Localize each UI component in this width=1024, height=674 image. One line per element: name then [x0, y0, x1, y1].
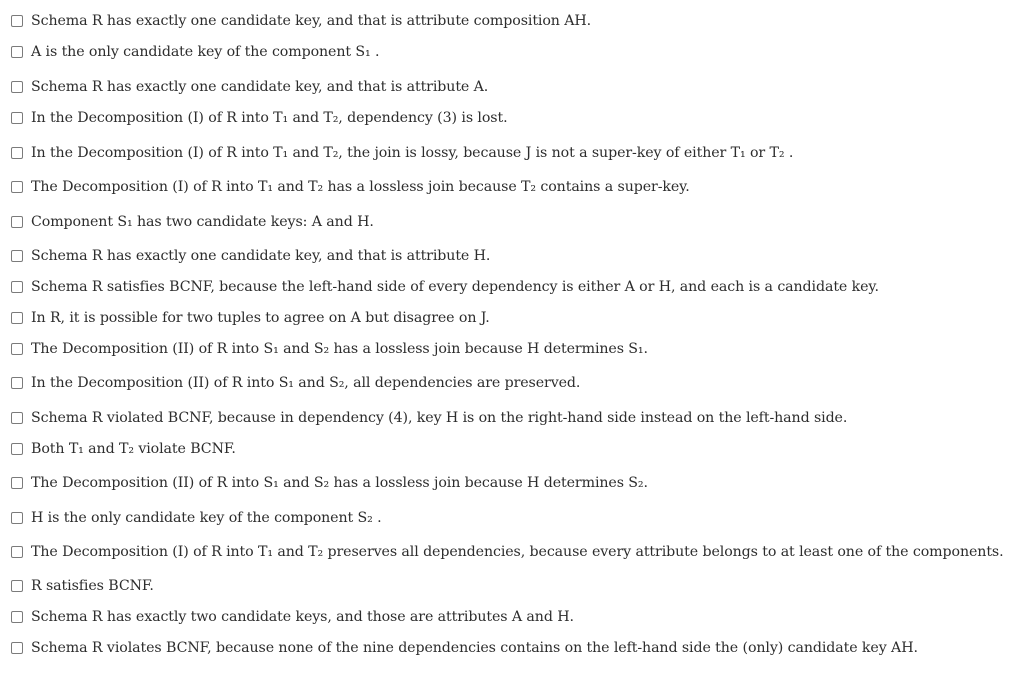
option-label: The Decomposition (II) of R into S₁ and S₂ has a lossless join because H determines S₂. [31, 475, 648, 491]
option-6[interactable] [11, 175, 690, 199]
option-label: In the Decomposition (II) of R into S₁ and S₂, all dependencies are preserved. [31, 375, 581, 391]
checkbox[interactable] [11, 580, 23, 592]
checkbox[interactable] [11, 412, 23, 424]
checkbox[interactable] [11, 181, 23, 193]
option-label: In R, it is possible for two tuples to agree on A but disagree on J. [31, 310, 490, 326]
option-18[interactable] [11, 574, 154, 598]
option-8[interactable] [11, 244, 490, 268]
option-19[interactable] [11, 605, 574, 629]
option-label: Schema R satisfies BCNF, because the left-hand side of every dependency is either A or H, and each is a candidate key. [31, 279, 879, 295]
option-label: Schema R has exactly two candidate keys, and those are attributes A and H. [31, 609, 574, 625]
checkbox[interactable] [11, 642, 23, 654]
option-15[interactable] [11, 471, 648, 495]
checkbox[interactable] [11, 343, 23, 355]
option-20[interactable] [11, 636, 918, 660]
option-1[interactable] [11, 9, 591, 33]
checkbox[interactable] [11, 281, 23, 293]
option-label: H is the only candidate key of the component S₂ . [31, 510, 382, 526]
checkbox[interactable] [11, 81, 23, 93]
checkbox[interactable] [11, 147, 23, 159]
option-2[interactable] [11, 40, 379, 64]
checkbox[interactable] [11, 46, 23, 58]
option-label: The Decomposition (I) of R into T₁ and T₂ has a lossless join because T₂ contains a super-key. [31, 179, 690, 195]
option-16[interactable] [11, 506, 382, 530]
option-label: Both T₁ and T₂ violate BCNF. [31, 441, 236, 457]
option-label: The Decomposition (II) of R into S₁ and S₂ has a lossless join because H determines S₁. [31, 341, 648, 357]
option-label: R satisfies BCNF. [31, 578, 154, 594]
option-14[interactable] [11, 437, 236, 461]
option-label: Schema R has exactly one candidate key, and that is attribute A. [31, 79, 489, 95]
option-label: Component S₁ has two candidate keys: A and H. [31, 214, 374, 230]
option-label: Schema R has exactly one candidate key, and that is attribute composition AH. [31, 13, 592, 29]
option-label: Schema R violated BCNF, because in dependency (4), key H is on the right-hand side instead on the left-hand side. [31, 410, 848, 426]
checkbox[interactable] [11, 15, 23, 27]
option-label: In the Decomposition (I) of R into T₁ and T₂, dependency (3) is lost. [31, 110, 508, 126]
checkbox[interactable] [11, 611, 23, 623]
option-label: Schema R has exactly one candidate key, and that is attribute H. [31, 248, 491, 264]
checkbox[interactable] [11, 546, 23, 558]
option-11[interactable] [11, 337, 648, 361]
checkbox[interactable] [11, 377, 23, 389]
option-17[interactable] [11, 540, 1004, 564]
option-label: Schema R violates BCNF, because none of the nine dependencies contains on the left-hand side the (only) candidate key AH. [31, 640, 918, 656]
checkbox[interactable] [11, 477, 23, 489]
checkbox[interactable] [11, 443, 23, 455]
option-label: A is the only candidate key of the component S₁ . [31, 44, 380, 60]
option-13[interactable] [11, 406, 847, 430]
checkbox[interactable] [11, 312, 23, 324]
checkbox[interactable] [11, 512, 23, 524]
option-label: The Decomposition (I) of R into T₁ and T₂ preserves all dependencies, because every attribute belongs to at least one of the components. [31, 544, 1004, 560]
option-4[interactable] [11, 106, 508, 130]
option-12[interactable] [11, 371, 580, 395]
checkbox[interactable] [11, 112, 23, 124]
option-9[interactable] [11, 275, 879, 299]
checkbox[interactable] [11, 216, 23, 228]
option-3[interactable] [11, 75, 488, 99]
checkbox[interactable] [11, 250, 23, 262]
option-label: In the Decomposition (I) of R into T₁ and T₂, the join is lossy, because J is not a super-key of either T₁ or T₂ . [31, 145, 794, 161]
option-10[interactable] [11, 306, 490, 330]
option-7[interactable] [11, 210, 374, 234]
option-5[interactable] [11, 141, 793, 165]
